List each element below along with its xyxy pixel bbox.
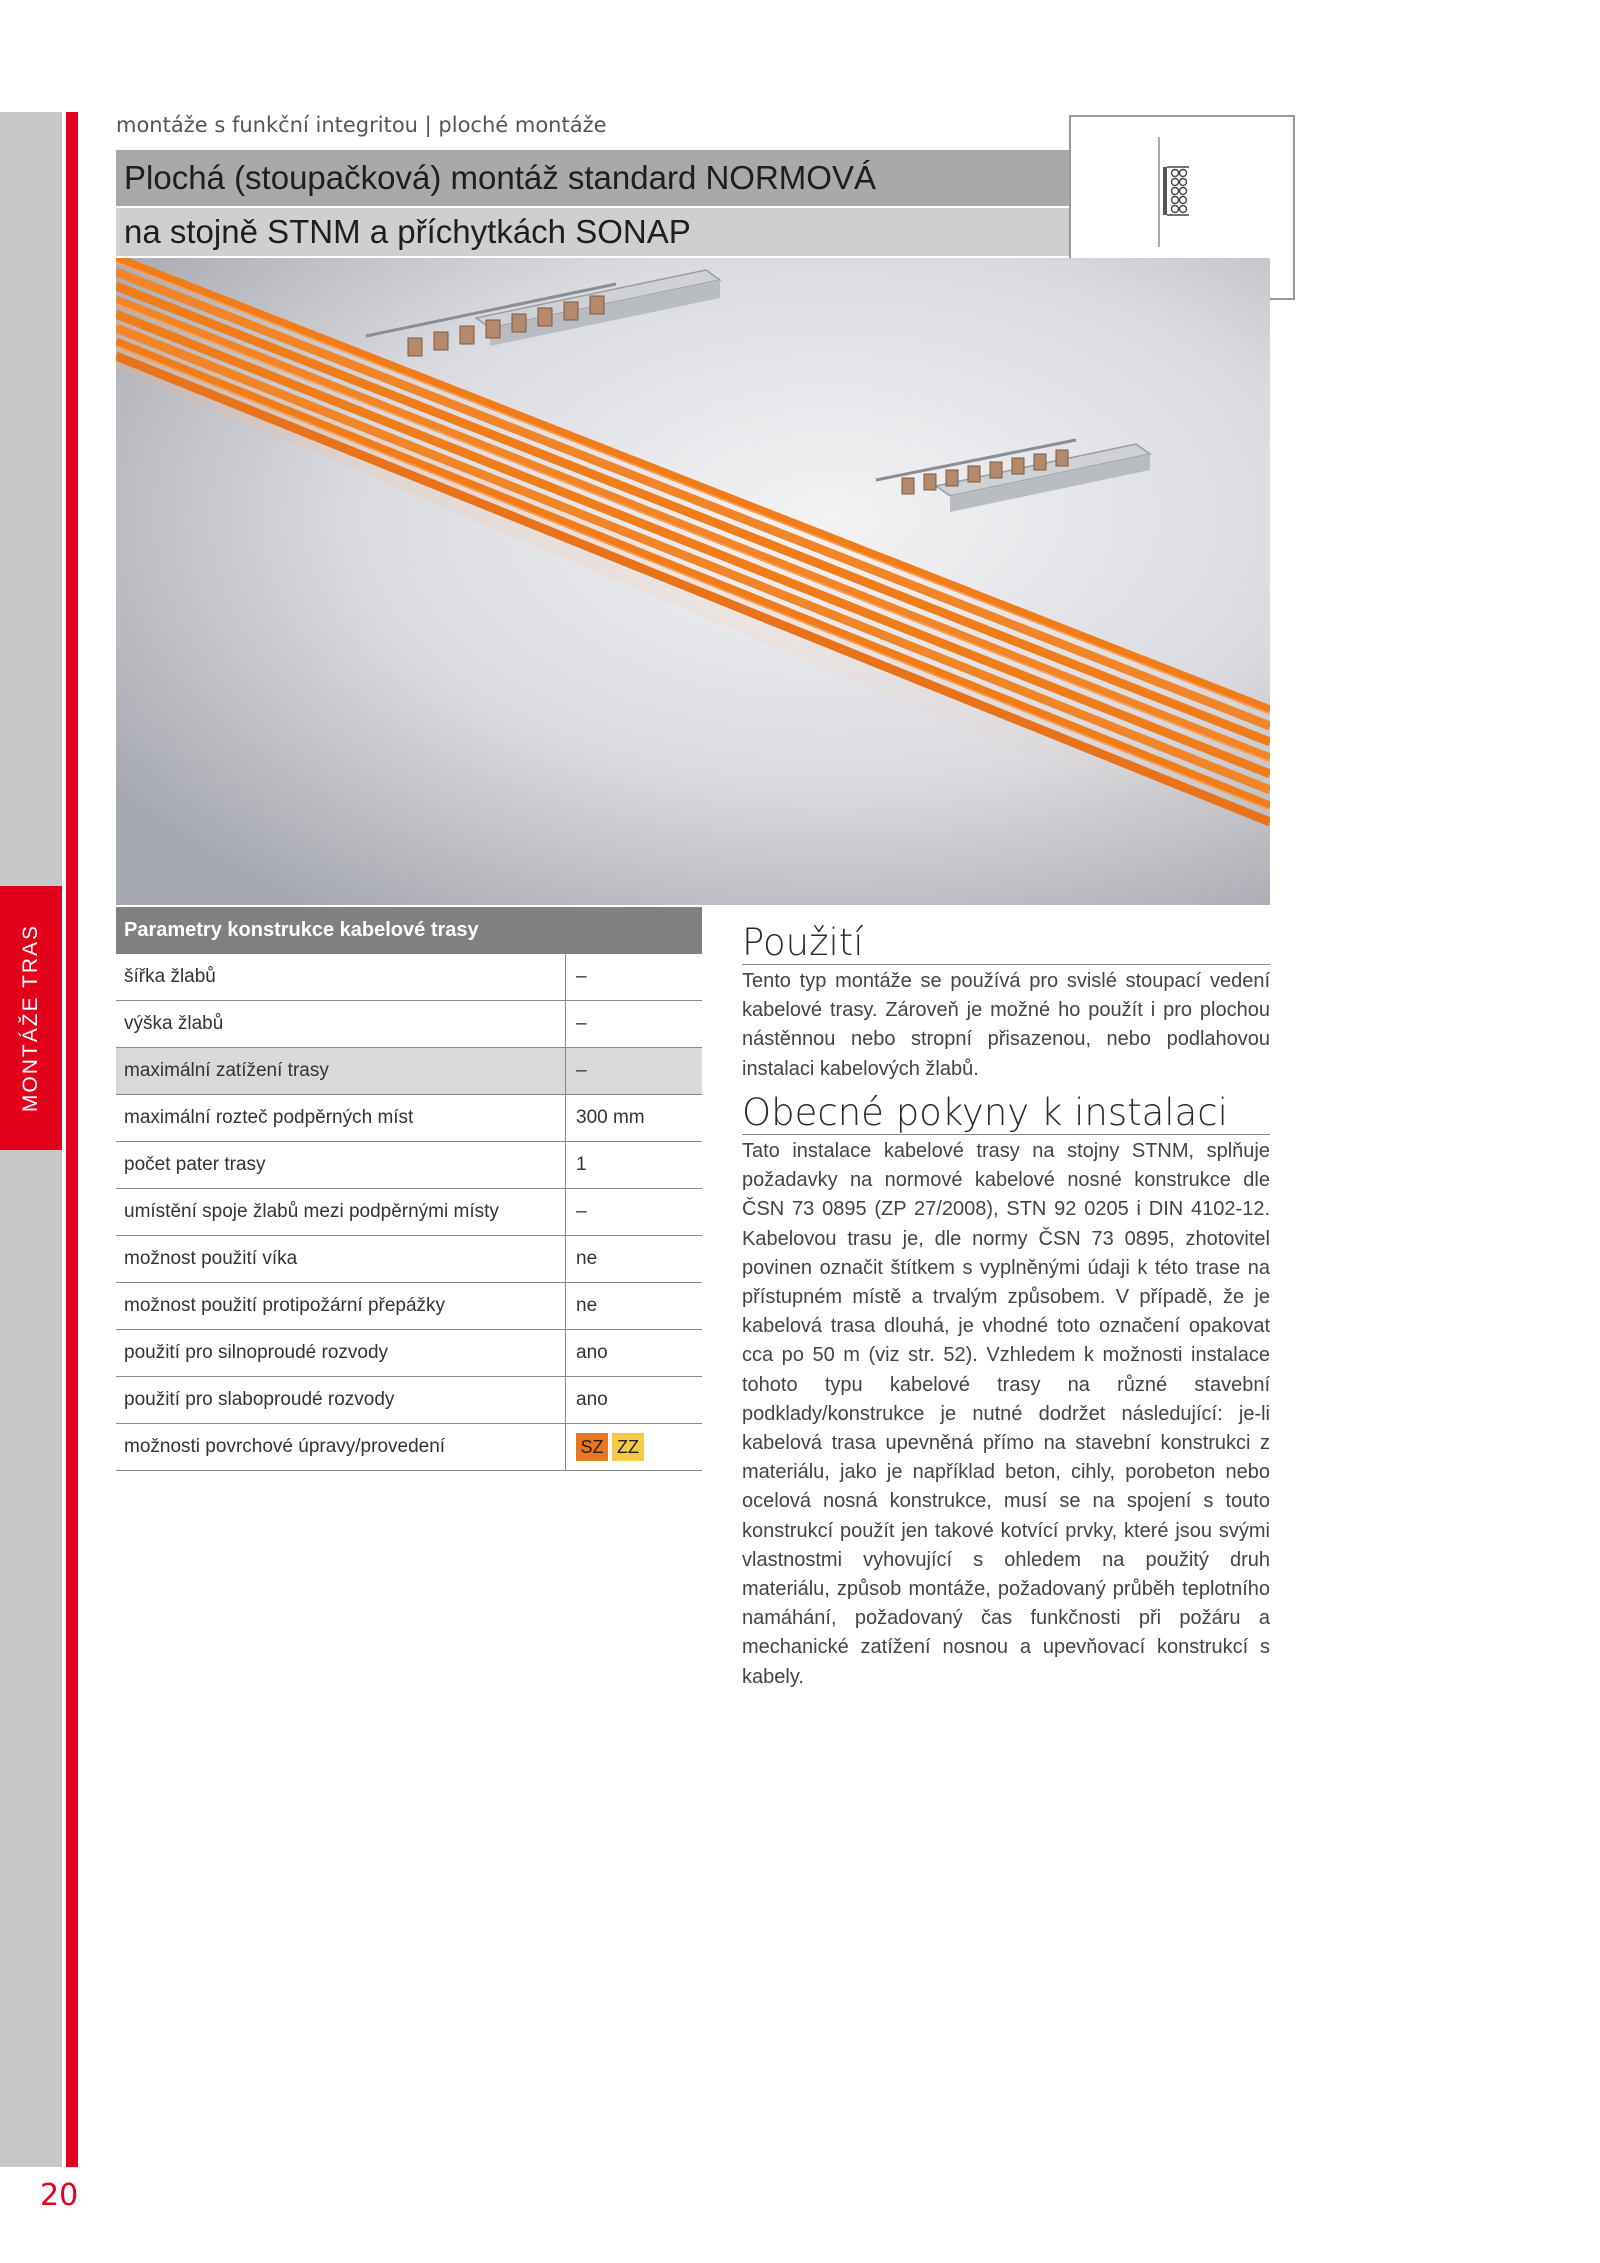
table-row — [116, 954, 702, 1001]
surface-badge-sz: SZ — [576, 1433, 608, 1461]
page-number: 20 — [40, 2178, 79, 2213]
parameters-table-header: Parametry konstrukce kabelové trasy — [116, 907, 702, 954]
param-value: ne — [576, 1295, 598, 1316]
param-name: maximální zatížení trasy — [116, 1048, 566, 1094]
sidebar-red-strip — [66, 112, 78, 2167]
usage-heading: Použití — [742, 922, 1270, 965]
param-name: možnost použití víka — [116, 1236, 566, 1282]
title-bar-line2 — [116, 208, 1076, 256]
table-row — [116, 1048, 702, 1095]
param-value: – — [576, 1060, 587, 1081]
title-bar-line1 — [116, 150, 1076, 206]
param-name: použití pro silnoproudé rozvody — [116, 1330, 566, 1376]
param-name: možnost použití protipožární přepážky — [116, 1283, 566, 1329]
param-value: – — [576, 966, 587, 987]
param-value: ne — [576, 1248, 598, 1269]
param-value: 300 mm — [576, 1107, 645, 1128]
table-row — [116, 1189, 702, 1236]
param-name: umístění spoje žlabů mezi podpěrnými místy — [116, 1189, 566, 1235]
param-name: použití pro slaboproudé rozvody — [116, 1377, 566, 1423]
param-name: šířka žlabů — [116, 954, 566, 1000]
param-name: počet pater trasy — [116, 1142, 566, 1188]
table-row — [116, 1377, 702, 1424]
param-value: ano — [576, 1342, 608, 1363]
table-row — [116, 1142, 702, 1189]
param-name: výška žlabů — [116, 1001, 566, 1047]
page-title-line2: na stojně STNM a příchytkách SONAP — [124, 213, 691, 250]
table-row — [116, 1330, 702, 1377]
param-name: možnosti povrchové úpravy/provedení — [116, 1424, 566, 1470]
param-value — [566, 1424, 702, 1470]
page-title-line1: Plochá (stoupačková) montáž standard NORMOVÁ — [124, 159, 876, 196]
surface-badge-zz: ZZ — [612, 1433, 644, 1461]
usage-text: Tento typ montáže se používá pro svislé stoupací vedení kabelové trasy. Zároveň je možné ho použít i pro plochou nástěnnou nebo stropní přisazenou, nebo podlahovou instalaci kabelových žlabů. — [742, 970, 1270, 1080]
param-value: – — [576, 1013, 587, 1034]
param-value: ano — [576, 1389, 608, 1410]
installation-heading: Obecné pokyny k instalaci — [742, 1092, 1270, 1135]
param-name: maximální rozteč podpěrných míst — [116, 1095, 566, 1141]
installation-text: Tato instalace kabelové trasy na stojny STNM, splňuje požadavky na normové kabelové nosné konstrukce dle ČSN 73 0895 (ZP 27/2008), STN 92 0205 i DIN 4102-12. Kabelovou trasu je, dle normy ČSN 73 0895, zhotovitel povinen označit štítkem s vyplněnými údaji k této trase na přístupném místě a trvalým způsobem. V případě, že je kabelová trasa dlouhá, je vhodné toto označení opakovat cca po 50 m (viz str. 52). Vzhledem k možnosti instalace tohoto typu kabelové trasy na různé stavební podklady/konstrukce je nutné dodržet následující: je-li kabelová trasa upevněná přímo na stavební konstrukci z materiálu, jako je například beton, cihly, porobeton nebo ocelová nosná konstrukce, musí se na spojení s touto konstrukcí použít jen takové kotvící prvky, které jsou svými vlastnostmi vyhovující s ohledem na použitý druh materiálu, způsob montáže, požadovaný průběh teplotního namáhání, požadovaný čas funkčnosti při požáru a mechanické zatížení nosnou a upevňovací konstrukcí s kabely. — [742, 1140, 1270, 1688]
product-photo — [116, 258, 1270, 905]
param-value: 1 — [576, 1154, 587, 1175]
table-row — [116, 1424, 702, 1471]
parameters-table — [116, 907, 702, 1471]
table-row — [116, 1001, 702, 1048]
table-row — [116, 1095, 702, 1142]
table-row — [116, 1283, 702, 1330]
breadcrumb: montáže s funkční integritou | ploché montáže — [116, 113, 607, 137]
param-value: – — [576, 1201, 587, 1222]
table-row — [116, 1236, 702, 1283]
sidebar-section-label: MONTÁŽE TRAS — [19, 923, 42, 1113]
